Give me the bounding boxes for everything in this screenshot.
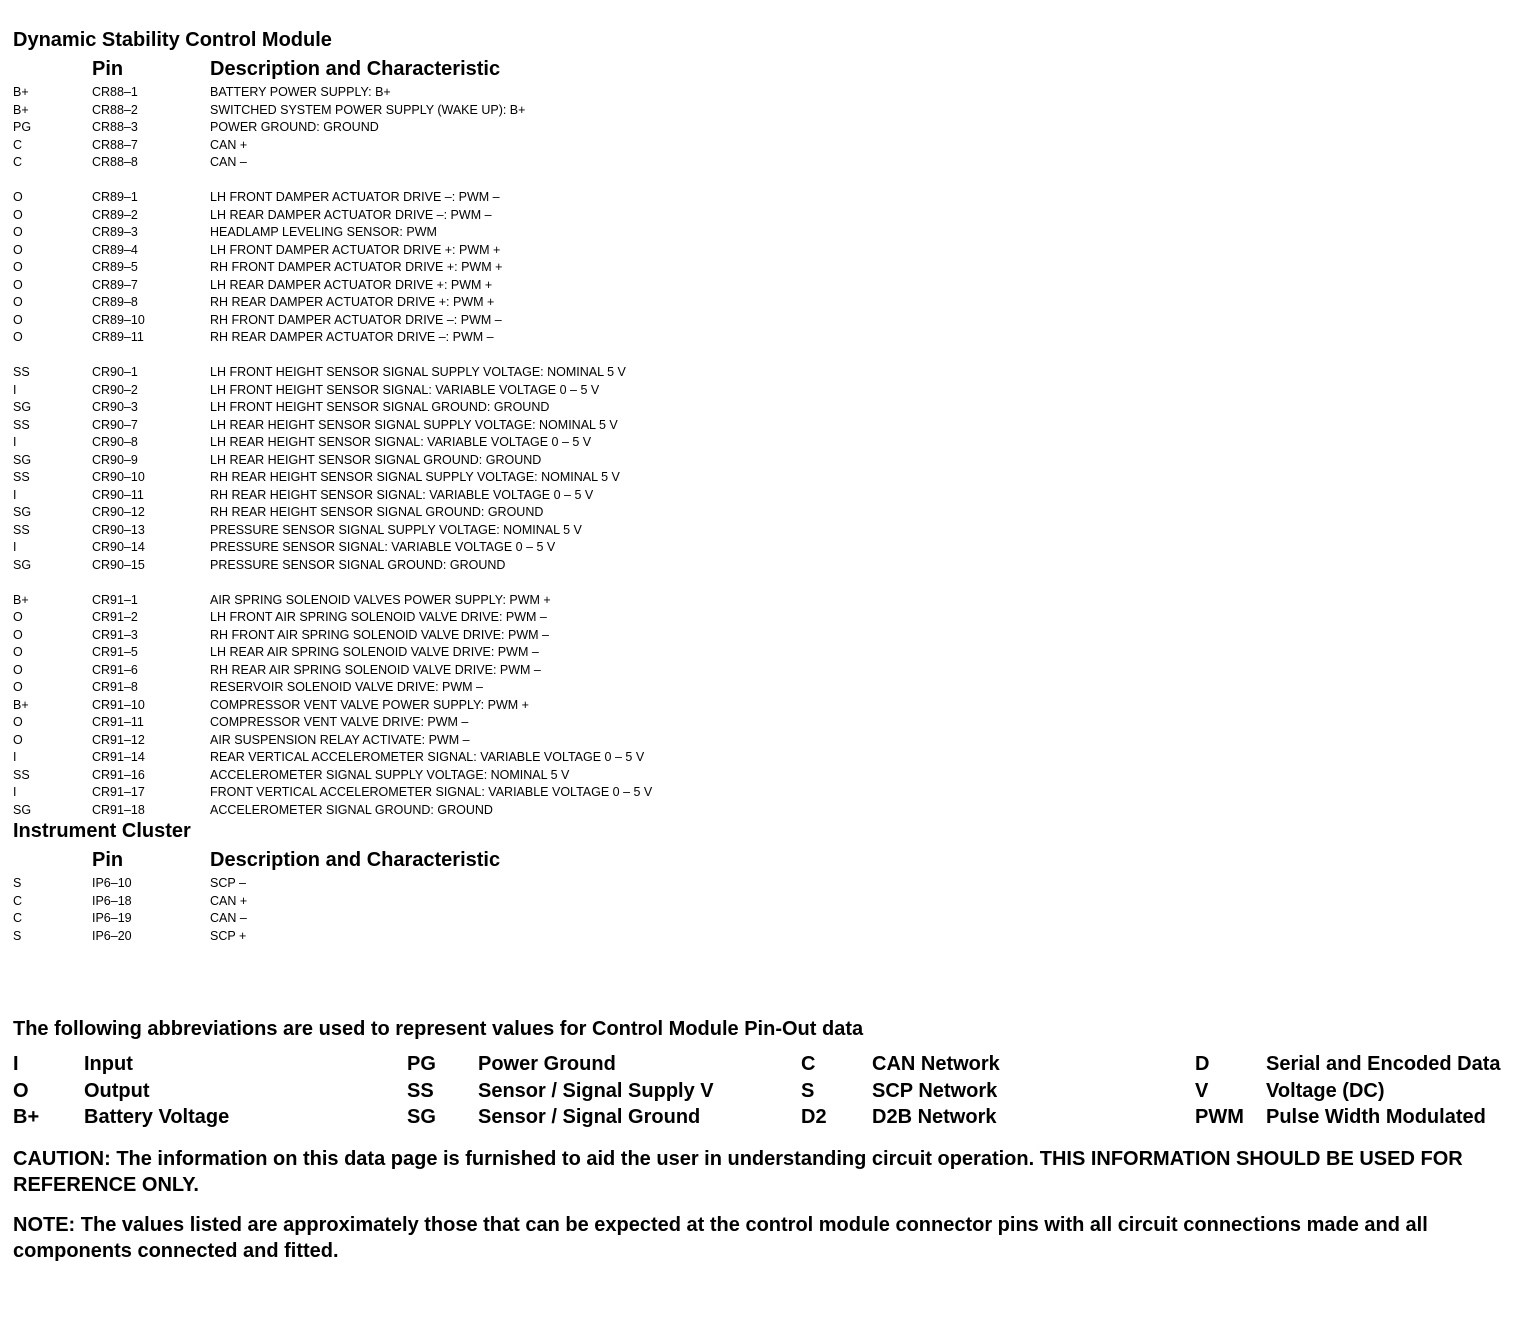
pin-description: LH FRONT HEIGHT SENSOR SIGNAL: VARIABLE VOLTAGE 0 – 5 V (210, 382, 600, 397)
table-row (13, 294, 1528, 312)
pin-description: AIR SUSPENSION RELAY ACTIVATE: PWM – (210, 732, 470, 747)
signal-type-code: SS (13, 522, 30, 537)
abbreviation-item (13, 1053, 407, 1077)
table-row (13, 749, 1528, 767)
table-row (13, 697, 1528, 715)
abbreviation-key: C (801, 1053, 816, 1075)
table-row (13, 137, 1528, 155)
abbreviations-title: The following abbreviations are used to represent values for Control Module Pin-Out data (13, 1018, 864, 1040)
abbreviation-item (1195, 1106, 1536, 1130)
table-row (13, 609, 1528, 627)
abbreviation-value: Pulse Width Modulated (1266, 1106, 1486, 1128)
abbreviations-section (13, 1017, 1528, 1130)
section-title: Dynamic Stability Control Module (13, 29, 332, 51)
section-instrument-cluster (13, 819, 1528, 945)
pin-id: IP6–18 (92, 893, 132, 908)
pin-description: PRESSURE SENSOR SIGNAL SUPPLY VOLTAGE: NOMINAL 5 V (210, 522, 582, 537)
table-row (13, 469, 1528, 487)
signal-type-code: I (13, 382, 17, 397)
abbreviation-key: B+ (13, 1106, 40, 1128)
table-row (13, 277, 1528, 295)
pin-description: RH FRONT DAMPER ACTUATOR DRIVE –: PWM – (210, 312, 502, 327)
signal-type-code: O (13, 645, 23, 659)
signal-type-code: SS (13, 470, 30, 484)
abbreviation-value: Output (84, 1079, 150, 1102)
pin-id: CR89–8 (92, 295, 138, 309)
pin-description: LH REAR HEIGHT SENSOR SIGNAL: VARIABLE VOLTAGE 0 – 5 V (210, 435, 592, 449)
pin-id: CR90–7 (92, 417, 138, 432)
table-row (13, 189, 1528, 207)
column-headers (13, 848, 1528, 872)
pin-description: FRONT VERTICAL ACCELEROMETER SIGNAL: VARIABLE VOLTAGE 0 – 5 V (210, 785, 653, 799)
note-text: NOTE: The values listed are approximately those that can be expected at the control module connector pins with all circuit connections made and all components connected and fitted. (13, 1213, 1428, 1262)
pin-id: CR89–10 (92, 312, 145, 327)
pin-id: CR91–18 (92, 802, 145, 817)
abbreviation-item (407, 1080, 801, 1104)
pin-description: RH FRONT DAMPER ACTUATOR DRIVE +: PWM + (210, 260, 503, 274)
pin-description: CAN + (210, 893, 248, 908)
section-title: Instrument Cluster (13, 820, 191, 842)
signal-type-code: O (13, 680, 23, 694)
pin-id: CR88–7 (92, 137, 138, 152)
pin-description: LH FRONT DAMPER ACTUATOR DRIVE +: PWM + (210, 242, 501, 257)
table-row (13, 329, 1528, 347)
pin-id: CR91–5 (92, 645, 138, 659)
pin-id: CR91–2 (92, 610, 138, 624)
abbreviations-grid (13, 1053, 1528, 1130)
abbreviation-value: Input (84, 1053, 133, 1075)
pin-id: CR91–8 (92, 680, 138, 694)
pin-description: CAN – (210, 155, 247, 169)
table-row (13, 259, 1528, 277)
pin-id: CR89–5 (92, 260, 138, 274)
signal-type-code: SG (13, 452, 32, 467)
table-row (13, 364, 1528, 382)
abbreviation-value: Battery Voltage (84, 1106, 230, 1128)
caution-text: CAUTION: The information on this data page is furnished to aid the user in understanding circuit operation. THIS INFORMATION SHOULD BE USED FOR REFERENCE ONLY. (13, 1147, 1463, 1196)
table-row (13, 662, 1528, 680)
pin-id: CR91–6 (92, 662, 138, 677)
table-row (13, 679, 1528, 697)
signal-type-code: O (13, 242, 23, 257)
signal-type-code: SG (13, 557, 32, 572)
pin-description: RESERVOIR SOLENOID VALVE DRIVE: PWM – (210, 680, 483, 694)
table-row (13, 452, 1528, 470)
pin-id: CR90–14 (92, 540, 145, 554)
pin-description: PRESSURE SENSOR SIGNAL: VARIABLE VOLTAGE 0 – 5 V (210, 540, 556, 554)
signal-type-code: I (13, 435, 17, 449)
abbreviation-value: Power Ground (478, 1053, 616, 1075)
signal-type-code: O (13, 225, 23, 239)
signal-type-code: O (13, 662, 23, 677)
signal-type-code: SS (13, 767, 30, 782)
signal-type-code: C (13, 137, 23, 152)
pin-table (13, 84, 1528, 819)
pin-description: CAN + (210, 137, 248, 152)
signal-type-code: C (13, 911, 23, 925)
pin-id: CR90–12 (92, 505, 145, 519)
pin-description: LH REAR AIR SPRING SOLENOID VALVE DRIVE: PWM – (210, 645, 539, 659)
abbreviation-value: CAN Network (872, 1053, 1000, 1075)
signal-type-code: SG (13, 505, 32, 519)
table-row (13, 767, 1528, 785)
pin-description: SCP – (210, 876, 246, 890)
signal-type-code: O (13, 715, 23, 729)
abbreviation-item (407, 1053, 801, 1077)
abbreviation-value: SCP Network (872, 1079, 998, 1102)
table-row (13, 910, 1528, 928)
signal-type-code: O (13, 277, 23, 292)
pin-id: IP6–10 (92, 876, 132, 890)
abbreviation-value: Sensor / Signal Supply V (478, 1079, 714, 1102)
pin-description: RH REAR HEIGHT SENSOR SIGNAL GROUND: GROUND (210, 505, 544, 519)
signal-type-code: S (13, 928, 22, 943)
abbreviation-key: S (801, 1079, 815, 1102)
abbreviation-value: Serial and Encoded Data (1266, 1053, 1501, 1075)
pin-id: CR88–8 (92, 155, 138, 169)
pin-description: RH REAR DAMPER ACTUATOR DRIVE –: PWM – (210, 330, 494, 344)
abbreviation-key: D2 (801, 1106, 827, 1128)
signal-type-code: B+ (13, 85, 29, 99)
pin-id: CR91–3 (92, 627, 138, 642)
signal-type-code: O (13, 312, 23, 327)
signal-type-code: S (13, 876, 22, 890)
pin-description: RH REAR HEIGHT SENSOR SIGNAL: VARIABLE VOLTAGE 0 – 5 V (210, 487, 594, 502)
pin-id: CR89–7 (92, 277, 138, 292)
pin-description: SWITCHED SYSTEM POWER SUPPLY (WAKE UP): B+ (210, 102, 526, 117)
pin-table (13, 875, 1528, 945)
table-row (13, 557, 1528, 575)
signal-type-code: SS (13, 417, 30, 432)
signal-type-code: SG (13, 802, 32, 817)
abbreviation-item (1195, 1080, 1536, 1104)
table-row (13, 714, 1528, 732)
section-dsc-module (13, 28, 1528, 819)
pin-id: CR89–4 (92, 242, 138, 257)
table-row (13, 504, 1528, 522)
table-row (13, 154, 1528, 172)
table-row (13, 522, 1528, 540)
pin-description: LH REAR DAMPER ACTUATOR DRIVE –: PWM – (210, 207, 492, 222)
table-row (13, 644, 1528, 662)
signal-type-code: B+ (13, 697, 29, 712)
signal-type-code: C (13, 155, 23, 169)
description-header: Description and Characteristic (210, 849, 501, 871)
pin-description: RH REAR HEIGHT SENSOR SIGNAL SUPPLY VOLTAGE: NOMINAL 5 V (210, 470, 620, 484)
pin-id: CR88–3 (92, 120, 138, 134)
pin-id: CR90–3 (92, 400, 138, 414)
pin-description: ACCELEROMETER SIGNAL GROUND: GROUND (210, 802, 493, 817)
pin-description: CAN – (210, 911, 247, 925)
signal-type-code: O (13, 207, 23, 222)
table-row (13, 242, 1528, 260)
pin-description: BATTERY POWER SUPPLY: B+ (210, 85, 391, 99)
table-row (13, 84, 1528, 102)
table-row (13, 224, 1528, 242)
pin-id: CR91–14 (92, 750, 145, 764)
pin-id: IP6–19 (92, 911, 132, 925)
pin-id: IP6–20 (92, 928, 132, 943)
pin-id: CR90–13 (92, 522, 145, 537)
signal-type-code: SS (13, 365, 30, 379)
pin-description: LH REAR HEIGHT SENSOR SIGNAL GROUND: GROUND (210, 452, 542, 467)
signal-type-code: O (13, 190, 23, 204)
pin-id: CR91–12 (92, 732, 145, 747)
pin-description: LH FRONT DAMPER ACTUATOR DRIVE –: PWM – (210, 190, 500, 204)
pin-id: CR91–16 (92, 767, 145, 782)
pin-description: HEADLAMP LEVELING SENSOR: PWM (210, 225, 437, 239)
table-row (13, 207, 1528, 225)
pin-description: LH FRONT HEIGHT SENSOR SIGNAL SUPPLY VOLTAGE: NOMINAL 5 V (210, 365, 626, 379)
table-row (13, 399, 1528, 417)
pin-id: CR91–10 (92, 697, 145, 712)
signal-type-code: O (13, 330, 23, 344)
pin-id: CR89–2 (92, 207, 138, 222)
pin-description: LH FRONT AIR SPRING SOLENOID VALVE DRIVE: PWM – (210, 610, 547, 624)
table-row (13, 802, 1528, 820)
pin-id: CR89–11 (92, 330, 144, 344)
signal-type-code: I (13, 750, 17, 764)
abbreviation-item (1195, 1053, 1536, 1077)
pin-id: CR88–1 (92, 85, 138, 99)
abbreviation-item (13, 1106, 407, 1130)
table-row (13, 732, 1528, 750)
pin-header: Pin (92, 849, 124, 871)
abbreviation-value: Voltage (DC) (1266, 1079, 1385, 1102)
table-row (13, 539, 1528, 557)
pin-id: CR91–1 (92, 592, 138, 607)
table-row (13, 102, 1528, 120)
abbreviation-item (801, 1053, 1195, 1077)
signal-type-code: O (13, 627, 23, 642)
table-row (13, 312, 1528, 330)
abbreviation-item (13, 1080, 407, 1104)
table-row (13, 893, 1528, 911)
pin-description: REAR VERTICAL ACCELEROMETER SIGNAL: VARIABLE VOLTAGE 0 – 5 V (210, 750, 645, 764)
abbreviation-key: SS (407, 1079, 434, 1102)
abbreviation-value: Sensor / Signal Ground (478, 1106, 701, 1128)
pin-id: CR88–2 (92, 102, 138, 117)
abbreviation-key: PG (407, 1053, 436, 1075)
table-row (13, 592, 1528, 610)
signal-type-code: B+ (13, 592, 29, 607)
table-row (13, 928, 1528, 946)
table-row (13, 875, 1528, 893)
abbreviation-key: V (1195, 1079, 1209, 1102)
pin-description: RH FRONT AIR SPRING SOLENOID VALVE DRIVE: PWM – (210, 627, 549, 642)
pinout-page (13, 28, 1528, 1264)
abbreviation-key: SG (407, 1106, 436, 1128)
pin-id: CR90–15 (92, 557, 145, 572)
pin-description: PRESSURE SENSOR SIGNAL GROUND: GROUND (210, 557, 506, 572)
pin-description: SCP + (210, 928, 247, 943)
pin-description: RH REAR DAMPER ACTUATOR DRIVE +: PWM + (210, 295, 495, 309)
abbreviation-key: I (13, 1053, 19, 1075)
table-row (13, 434, 1528, 452)
signal-type-code: I (13, 540, 17, 554)
abbreviation-item (801, 1080, 1195, 1104)
pin-id: CR90–9 (92, 452, 138, 467)
description-header: Description and Characteristic (210, 58, 501, 80)
pin-description: AIR SPRING SOLENOID VALVES POWER SUPPLY: PWM + (210, 592, 551, 607)
pin-description: COMPRESSOR VENT VALVE POWER SUPPLY: PWM + (210, 697, 529, 712)
pin-description: POWER GROUND: GROUND (210, 120, 379, 134)
pin-description: LH REAR DAMPER ACTUATOR DRIVE +: PWM + (210, 277, 493, 292)
pin-id: CR90–10 (92, 470, 145, 484)
pin-id: CR89–3 (92, 225, 138, 239)
abbreviation-item (801, 1106, 1195, 1130)
pin-description: LH FRONT HEIGHT SENSOR SIGNAL GROUND: GROUND (210, 400, 550, 414)
pin-id: CR89–1 (92, 190, 138, 204)
abbreviation-key: D (1195, 1053, 1210, 1075)
signal-type-code: SG (13, 400, 32, 414)
signal-type-code: B+ (13, 102, 29, 117)
pin-description: LH REAR HEIGHT SENSOR SIGNAL SUPPLY VOLTAGE: NOMINAL 5 V (210, 417, 618, 432)
table-row (13, 627, 1528, 645)
signal-type-code: O (13, 610, 23, 624)
pin-description: ACCELEROMETER SIGNAL SUPPLY VOLTAGE: NOMINAL 5 V (210, 767, 570, 782)
abbreviation-value: D2B Network (872, 1106, 997, 1128)
pin-id: CR90–11 (92, 487, 144, 502)
signal-type-code: O (13, 732, 23, 747)
abbreviation-item (407, 1106, 801, 1130)
pin-id: CR90–2 (92, 382, 138, 397)
pin-id: CR91–11 (92, 715, 144, 729)
pin-header: Pin (92, 58, 124, 80)
table-row (13, 119, 1528, 137)
pin-description: COMPRESSOR VENT VALVE DRIVE: PWM – (210, 715, 469, 729)
column-headers (13, 57, 1528, 81)
signal-type-code: C (13, 893, 23, 908)
pin-id: CR91–17 (92, 785, 145, 799)
pin-description: RH REAR AIR SPRING SOLENOID VALVE DRIVE: PWM – (210, 662, 541, 677)
pin-id: CR90–8 (92, 435, 138, 449)
table-row (13, 487, 1528, 505)
signal-type-code: PG (13, 120, 32, 134)
table-row (13, 382, 1528, 400)
signal-type-code: I (13, 785, 17, 799)
table-row (13, 417, 1528, 435)
table-row (13, 784, 1528, 802)
abbreviation-key: O (13, 1079, 29, 1102)
signal-type-code: O (13, 295, 23, 309)
signal-type-code: O (13, 260, 23, 274)
abbreviation-key: PWM (1195, 1106, 1244, 1128)
pin-id: CR90–1 (92, 365, 138, 379)
signal-type-code: I (13, 487, 17, 502)
